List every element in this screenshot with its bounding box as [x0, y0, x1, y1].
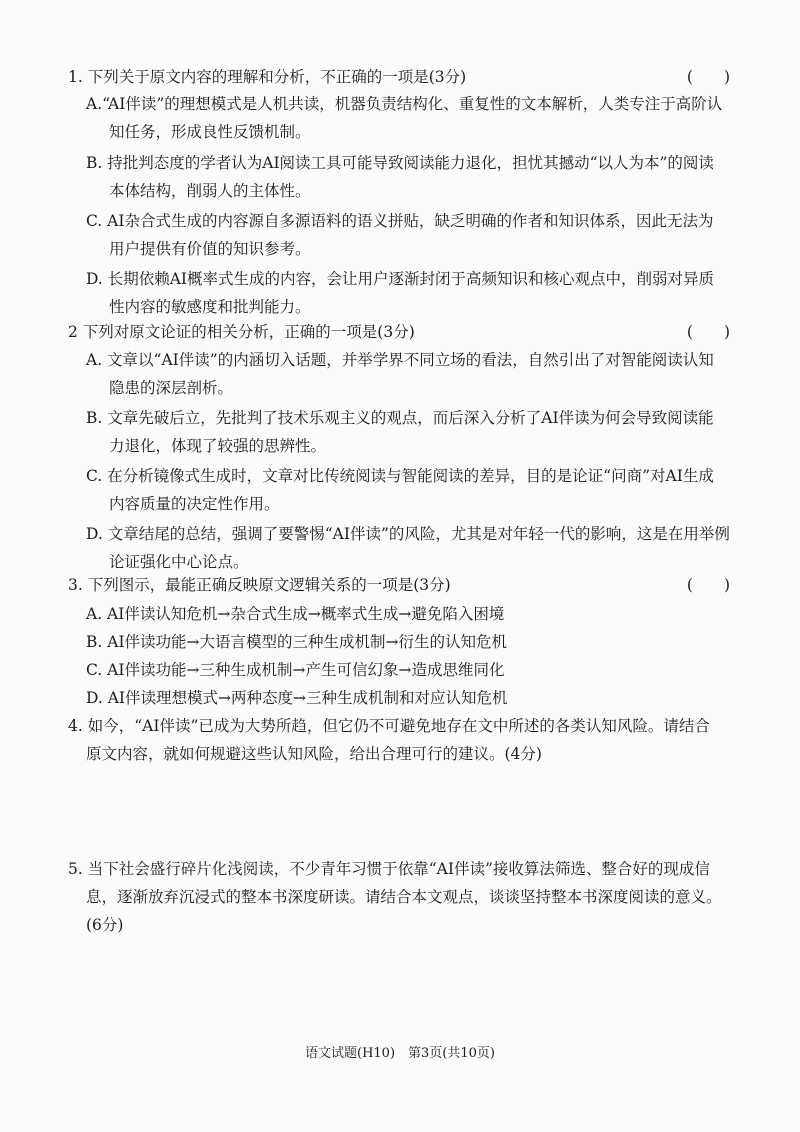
question-2-text: 2 下列对原文论证的相关分析，正确的一项是(3分)	[68, 323, 415, 341]
question-3-option-a: A. AI伴读认知危机→杂合式生成→概率式生成→避免陷入困境	[86, 605, 505, 623]
question-3-answer-blank: ( )	[686, 576, 730, 594]
question-2-answer-blank: ( )	[686, 323, 730, 341]
question-2-option-b: B. 文章先破后立，先批判了技术乐观主义的观点，而后深入分析了AI伴读为何会导致阅读能 力退化，体现了较强的思辨性。	[86, 409, 714, 455]
question-1-text: 1. 下列关于原文内容的理解和分析，不正确的一项是(3分)	[68, 68, 467, 86]
question-3-stem	[68, 576, 730, 594]
question-3-option-b: B. AI伴读功能→大语言模型的三种生成机制→衍生的认知危机	[86, 633, 508, 651]
question-1-option-d: D. 长期依赖AI概率式生成的内容，会让用户逐渐封闭于高频知识和核心观点中，削弱对异质 性内容的敏感度和批判能力。	[86, 270, 715, 316]
question-3-option-d: D. AI伴读理想模式→两种态度→三种生成机制和对应认知危机	[86, 689, 508, 707]
page-footer: 语文试题(H10) 第3页(共10页)	[305, 1046, 495, 1061]
question-2-option-c: C. 在分析镜像式生成时，文章对比传统阅读与智能阅读的差异，目的是论证“问商”对AI生成 内容质量的决定性作用。	[86, 467, 714, 513]
question-1-option-a: A.“AI伴读”的理想模式是人机共读，机器负责结构化、重复性的文本解析，人类专注于高阶认 知任务，形成良性反馈机制。	[86, 95, 723, 141]
question-2-option-d: D. 文章结尾的总结，强调了要警惕“AI伴读”的风险，尤其是对年轻一代的影响，这是在用举例 论证强化中心论点。	[86, 525, 730, 571]
question-1-answer-blank: ( )	[686, 68, 730, 86]
question-5: 5. 当下社会盛行碎片化浅阅读，不少青年习惯于依靠“AI伴读”接收算法筛选、整合好的现成信 息，逐渐放弃沉浸式的整本书深度研读。请结合本文观点，谈谈坚持整本书深度阅读的意义。 (6分)	[68, 860, 722, 934]
question-1-stem	[68, 68, 730, 86]
question-3-option-c: C. AI伴读功能→三种生成机制→产生可信幻象→造成思维同化	[86, 661, 505, 679]
question-3-text: 3. 下列图示，最能正确反映原文逻辑关系的一项是(3分)	[68, 576, 451, 594]
question-1-option-b: B. 持批判态度的学者认为AI阅读工具可能导致阅读能力退化，担忧其撼动“以人为本”的阅读 本体结构，削弱人的主体性。	[86, 154, 714, 200]
question-2-option-a: A. 文章以“AI伴读”的内涵切入话题，并举学界不同立场的看法，自然引出了对智能阅读认知 隐患的深层剖析。	[86, 351, 714, 397]
question-4: 4. 如今，“AI伴读”已成为大势所趋，但它仍不可避免地存在文中所述的各类认知风险。请结合 原文内容，就如何规避这些认知风险，给出合理可行的建议。(4分)	[68, 717, 710, 763]
question-2-stem	[68, 323, 730, 341]
question-1-option-c: C. AI杂合式生成的内容源自多源语料的语义拼贴，缺乏明确的作者和知识体系，因此无法为 用户提供有价值的知识参考。	[86, 212, 714, 258]
